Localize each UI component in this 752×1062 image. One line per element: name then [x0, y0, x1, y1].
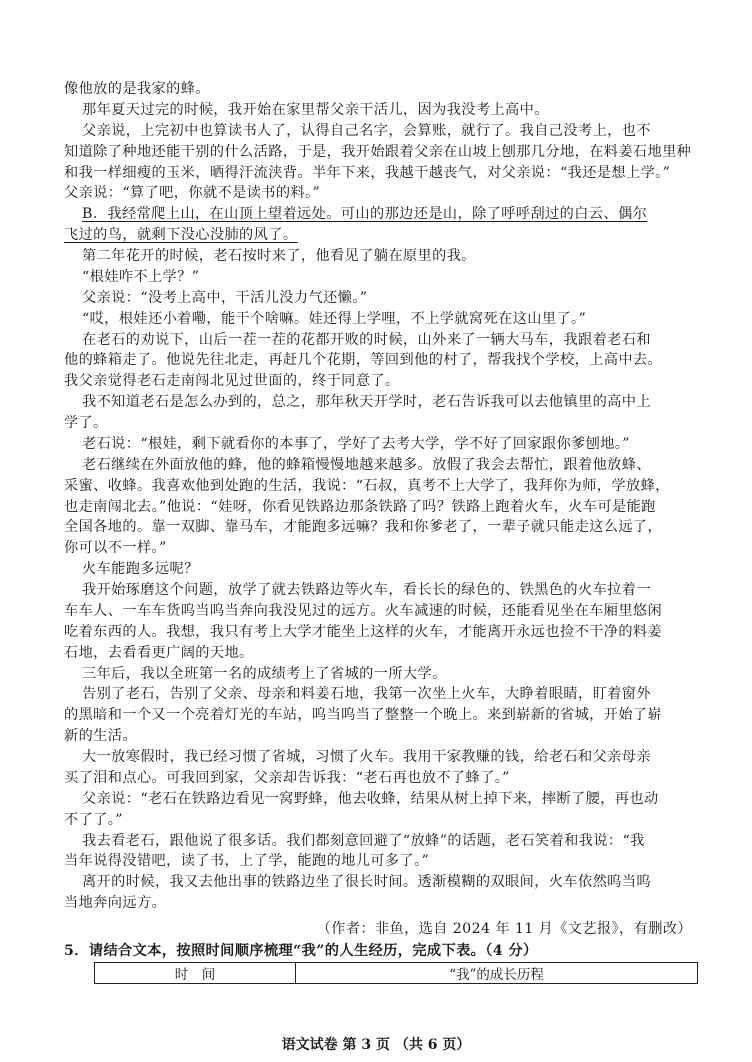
text-line: 我父亲觉得老石走南闯北见过世面的，终于同意了。: [64, 373, 400, 390]
text-line: 老石继续在外面放他的蜂，他的蜂箱慢慢地越来越多。放假了我会去帮忙，跟着他放蜂、: [82, 456, 651, 473]
text-line: 三年后，我以全班第一名的成绩考上了省城的一所大学。: [82, 665, 447, 682]
text-line: 我不知道老石是怎么办到的，总之，那年秋天开学时，老石告诉我可以去他镇里的高中上: [82, 394, 651, 411]
text-line: 的黑暗和一个又一个亮着灯光的车站，呜当呜当了整整一个晚上。来到崭新的省城，开始了崭: [64, 707, 663, 724]
text-line: 知道除了种地还能干别的什么活路，于是，我开始跟着父亲在山坡上刨那几分地，在料姜石地里种: [64, 143, 692, 160]
text-line: 离开的时候，我又去他出事的铁路边坐了很长时间。透渐模糊的双眼间，火车依然呜当呜: [82, 874, 651, 891]
text-line: 吃着东西的人。我想，我只有考上大学才能坐上这样的火车，才能离开永远也捡不干净的料姜: [64, 623, 663, 640]
table-header-row: [95, 963, 698, 984]
text-line: 和我一样细瘦的玉米，晒得汗流浃背。半年下来，我越干越丧气，对父亲说：“我还是想上学。”: [64, 164, 671, 181]
text-line: 父亲说，上完初中也算读书人了，认得自己名字，会算账，就行了。我自己没考上，也不: [82, 122, 651, 139]
text-line: 我开始琢磨这个问题，放学了就去铁路边等火车，看长长的绿色的、铁黑色的火车拉着一: [82, 582, 651, 598]
text-line: 也走南闯北去。”他说：“娃呀，你看见铁路边那条铁路了吗？铁路上跑着火车，火车可是能跑: [64, 498, 656, 515]
text-line: 火车能跑多远呢？: [82, 561, 199, 578]
text-line: 老石说：“根娃，剩下就看你的本事了，学好了去考大学，学不好了回家跟你爹刨地。”: [82, 435, 630, 452]
text-line: 在老石的劝说下，山后一茬一茬的花都开败的时候，山外来了一辆大马车，我跟着老石和: [82, 331, 651, 348]
text-line: 学了。: [64, 415, 108, 431]
text-line: 告别了老石，告别了父亲、母亲和料姜石地，我第一次坐上火车，大睁着眼睛，盯着窗外: [82, 686, 651, 703]
text-line: 大一放寒假时，我已经习惯了省城，习惯了火车。我用干家教赚的钱，给老石和父亲母亲: [82, 749, 651, 765]
text-line: 当年说得没错吧，读了书，上了学，能跑的地儿可多了。”: [64, 853, 430, 870]
underlined-text-line: B．我经常爬上山，在山顶上望着远处。可山的那边还是山，除了呼呼刮过的白云、偶尔: [82, 206, 648, 223]
text-line: “哎，根娃还小着嘞，能干个啥嘛。娃还得上学哩，不上学就窝死在这山里了。”: [82, 310, 587, 327]
text-line: 他的蜂箱走了。他说先往北走，再赶几个花期，等回到他的村了，帮我找个学校，上高中去。: [64, 352, 663, 369]
text-line: 第二年花开的时候，老石按时来了，他看见了躺在原里的我。: [82, 248, 476, 264]
text-line: 你可以不一样。”: [64, 540, 167, 557]
text-line: 那年夏天过完的时候，我开始在家里帮父亲干活儿，因为我没考上高中。: [82, 101, 549, 118]
text-line: “根娃咋不上学？”: [82, 268, 200, 285]
text-line: 父亲说：“没考上高中，干活儿没力气还懒。”: [82, 289, 368, 306]
text-line: 石地，去看看更广阔的天地。: [64, 644, 254, 661]
page-footer: 语文试卷 第 3 页 （共 6 页）: [281, 1037, 471, 1053]
text-line: 当地奔向远方。: [64, 895, 167, 912]
text-line: 车车人、一车车货呜当呜当奔向我没见过的远方。火车减速的时候，还能看见坐在车厢里悠闲: [64, 602, 663, 619]
text-line: 我去看老石，跟他说了很多话。我们都刻意回避了“放蜂”的话题，老石笑着和我说：“我: [82, 832, 645, 849]
text-line: 父亲说：“算了吧，你就不是读书的料。”: [64, 185, 321, 202]
answer-table: [94, 962, 698, 984]
source-citation: （作者：非鱼，选自 2024 年 11 月《文艺报》，有删改）: [316, 921, 692, 937]
text-line: 全国各地的。靠一双脚、靠马车，才能跑多远嘛？我和你爹老了，一辈子就只能走这么远了，: [64, 519, 663, 536]
underlined-text-line: 飞过的鸟，就剩下没心没肺的风了。: [64, 227, 298, 244]
question-5: 5．请结合文本，按照时间顺序梳理“我”的人生经历，完成下表。（4 分）: [64, 943, 538, 959]
table-header-time: 时 间: [95, 963, 296, 984]
text-line: 采蜜、收蜂。我喜欢他到处跑的生活，我说：“石叔，真考不上大学了，我拜你为师，学放蜂，: [64, 477, 670, 494]
text-line: 像他放的是我家的蜂。: [64, 81, 210, 97]
text-line: 父亲说：“老石在铁路边看见一窝野蜂，他去收蜂，结果从树上掉下来，摔断了腰，再也动: [82, 790, 659, 807]
table-header-growth: “我”的成长历程: [296, 963, 698, 984]
text-line: 买了泪和点心。可我回到家，父亲却告诉我：“老石再也放不了蜂了。”: [64, 769, 510, 786]
text-line: 不了了。”: [64, 811, 123, 828]
text-line: 新的生活。: [64, 728, 137, 745]
